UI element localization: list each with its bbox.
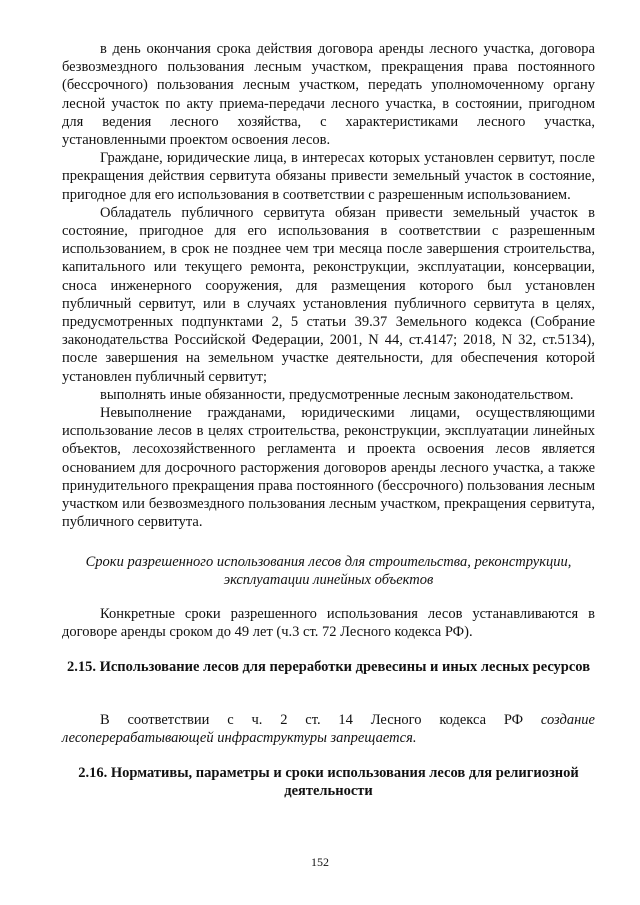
paragraph-lease-terms: Конкретные сроки разрешенного использования лесов устанавливаются в договоре аренды сроком до 49 лет (ч.3 ст. 72 Лесного кодекса РФ). <box>62 606 595 641</box>
paragraph-other-duties: выполнять иные обязанности, предусмотренные лесным законодательством. <box>100 386 574 403</box>
section-heading-2-15: 2.15. Использование лесов для переработки древесины и иных лесных ресурсов <box>66 659 591 675</box>
body-text-block-2 <box>62 605 595 641</box>
paragraph-non-compliance: Невыполнение гражданами, юридическими лицами, осуществляющими использование лесов в целях строительства, реконструкции, эксплуатации линейных объектов, лесохозяйственного регламента и проекта освоения лесов является основанием для досрочного расторжения договоров аренды лесного участка, а также принудительного прекращения права постоянного (бессрочного) пользования лесным участком или безвозмездного пользования лесным участком, прекращения сервитута, публичного сервитута. <box>62 405 595 531</box>
paragraph-processing-ban-start: В соответствии с ч. 2 ст. 14 Лесного кодекса РФ <box>100 712 524 728</box>
paragraph-servitude: Граждане, юридические лица, в интересах которых установлен сервитут, после прекращения действия сервитута обязаны привести земельный участок в состояние, пригодное для его использования в соответствии с разрешенным использованием. <box>62 150 595 203</box>
paragraph-return-plot: в день окончания срока действия договора аренды лесного участка, договора безвозмездного пользования лесным участком, прекращения права постоянного (бессрочного) пользования лесным участком, передать уполномоченному органу лесной участок по акту приема-передачи лесного участка, в состоянии, пригодном для ведения лесного хозяйства, с характеристиками лесного участка, установленными проектом освоения лесов. <box>62 41 595 149</box>
paragraph-public-servitude: Обладатель публичного сервитута обязан привести земельный участок в состояние, пригодное для его использования в соответствии с разрешенным использованием, в срок не позднее чем три месяца после завершения строительства, капитального или текущего ремонта, реконструкции, эксплуатации, консервации, сноса инженерного сооружения, для размещения которого был установлен публичный сервитут, или в случаях установления публичного сервитута в целях, предусмотренных подпунктами 2, 5 статьи 39.37 Земельного кодекса (Собрание законодательства Российской Федерации, 2001, N 44, ст.4147; 2018, N 32, ст.5134), после завершения на земельном участке деятельности, для обеспечения которой установлен публичный сервитут; <box>62 204 595 385</box>
body-text-block-1 <box>62 40 595 531</box>
body-text-block-3 <box>62 711 595 747</box>
paragraph-processing-ban-italic: создание лесоперерабатывающей инфраструктуры запрещается. <box>62 712 595 747</box>
section-heading-2-16: 2.16. Нормативы, параметры и сроки использования лесов для религиозной деятельности <box>78 765 579 800</box>
paragraph-processing-ban <box>62 711 595 747</box>
page-number: 152 <box>311 855 329 869</box>
subsection-heading-terms: Сроки разрешенного использования лесов для строительства, реконструкции, эксплуатации линейных объектов <box>85 554 572 589</box>
